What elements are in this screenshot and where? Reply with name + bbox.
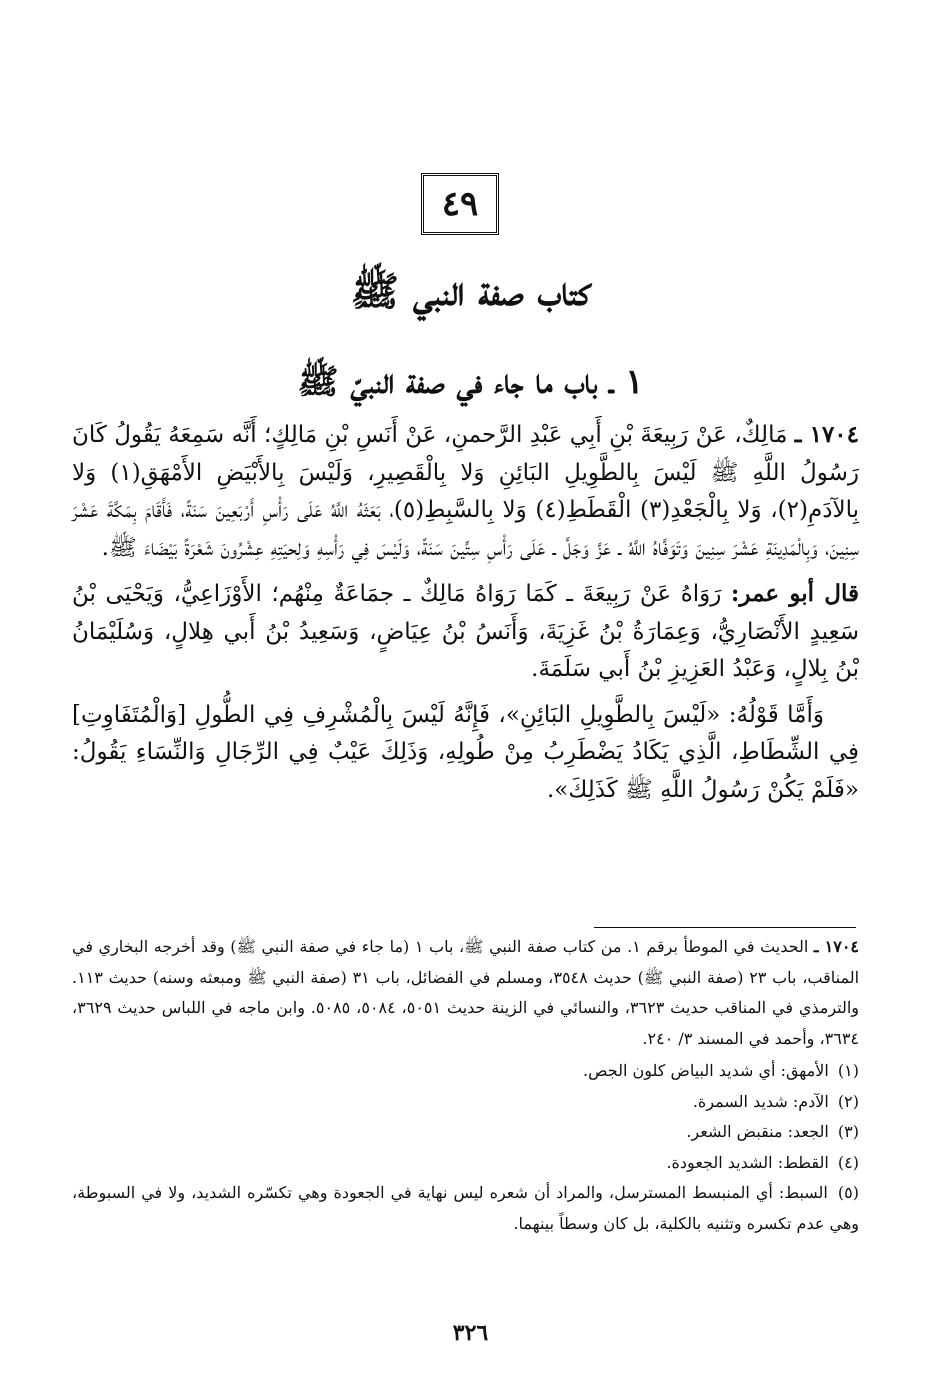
footnote-text: الجعد: منقبض الشعر.	[686, 1122, 829, 1141]
takhrij-number: ١٧٠٤ ـ	[813, 937, 859, 956]
footnote-number: (٥)	[837, 1183, 860, 1202]
book-title: كتاب صفة النبي ﷺ	[350, 268, 591, 315]
main-text	[72, 416, 859, 817]
chapter-number-box	[421, 173, 499, 235]
section-title: ١ ـ باب ما جاء في صفة النبيّ ﷺ	[297, 362, 644, 402]
commentary-paragraph	[72, 575, 859, 689]
commentary-speaker: قال أبو عمر:	[730, 580, 860, 607]
footnote-number: (٤)	[837, 1152, 859, 1172]
footnote-item	[72, 1087, 859, 1118]
footnote-item	[72, 1148, 859, 1179]
footnote-text: الأمهق: أي شديد البياض كلون الجص.	[583, 1061, 829, 1080]
footnote-text: الآدم: شديد السمرة.	[692, 1091, 829, 1111]
footnote-item	[72, 1178, 859, 1239]
footnote-text: القطط: الشديد الجعودة.	[666, 1152, 829, 1172]
hadith-paragraph	[72, 416, 859, 567]
footnote-number: (٣)	[837, 1122, 859, 1141]
page-number: ٣٢٦	[452, 1320, 489, 1346]
footnotes	[72, 932, 859, 1239]
commentary-text: رَوَاهُ عَنْ رَبِيعَةَ ـ كَمَا رَوَاهُ مَالِكٌ ـ جمَاعَةٌ مِنْهُم؛ الأَوْزَاعِيُّ، وَيَحْيَى بْنُ سَعِيدٍ الأَنْصَارِيُّ، وَعِمَارَةُ بْنُ غَزِيَةَ، وَأَنَسُ بْنُ عِيَاضٍ، وَسَعِيدُ بْنُ أَبي هِلالٍ، وَسُلَيْمَانُ بْنُ بِلالٍ، وَعَبْدُ العَزِيزِ بْنُ أَبي سَلَمَةَ.	[72, 581, 859, 682]
footnote-item	[72, 1056, 859, 1087]
hadith-number: ١٧٠٤ ـ	[794, 421, 860, 448]
footnote-separator	[594, 927, 856, 928]
takhrij-text: الحديث في الموطأ برقم ١. من كتاب صفة النبي ﷺ، باب ١ (ما جاء في صفة النبي ﷺ) وقد أخرجه البخاري في المناقب، باب ٢٣ (صفة النبي ﷺ) حديث ٣٥٤٨، ومسلم في الفضائل، باب ٣١ (صفة النبي ﷺ ومبعثه وسنه) حديث ١١٣. والترمذي في المناقب حديث ٣٦٢٣، والنسائي في الزينة حديث ٥٠٥١، ٥٠٨٤، ٥٠٨٥. وابن ماجه في اللباس حديث ٣٦٢٩، ٣٦٣٤، وأحمد في المسند ٣/ ٢٤٠.	[72, 937, 860, 1048]
footnote-item	[72, 1117, 859, 1148]
footnote-number: (٢)	[837, 1091, 859, 1111]
footnote-number: (١)	[837, 1061, 859, 1080]
footnote-text: السبط: أي المنبسط المسترسل، والمراد أن شعره ليس نهاية في الجعودة وهي تكسّره الشديد، ولا في السبوطة، وهي عدم تكسره وتثنيه بالكلية، بل كان وسطاً بينهما.	[72, 1183, 859, 1233]
hadith-text: مَالِكٌ، عَنْ رَبِيعَةَ بْنِ أَبِي عَبْدِ الرَّحمنِ، عَنْ أَنَسِ بْنِ مَالِكٍ؛ أَنَّه سَمِعَهُ يَقُولُ كَانَ رَسُولُ اللَّهِ ﷺ لَيْسَ بِالطَّوِيلِ البَائِنِ وَلا بِالْقَصِيرِ، وَلَيْسَ بِالأَبْيَضِ الأَمْهَقِ(١) وَلا بِالآدَمِ(٢)، وَلا بِالْجَعْدِ(٣) الْقَطَطِ(٤) وَلا بِالسَّبِطِ(٥)، بَعَثَهُ اللَّهُ عَلَى رَأْسِ أَرْبَعِينَ سَنَةً، فَأَقَامَ بِمَكَّةَ عَشْرَ سِنِينَ، وَبِالْمَدِينَةِ عَشْرَ سِنِينَ وَتَوَفَّاهُ اللَّهُ ـ عَزَّ وَجَلَّ ـ عَلَى رَأْسِ سِتِّينَ سَنَةً، وَلَيْسَ فِي رَأْسِهِ وَلِحيَتِهِ عِشْرُونَ شَعْرَةً بَيْضَاءَ ﷺ.	[72, 422, 860, 561]
chapter-number: ٤٩	[441, 184, 479, 224]
takhrij-note	[72, 932, 859, 1054]
commentary-paragraph-2: وَأَمَّا قَوْلُهُ: «لَيْسَ بِالطَّوِيلِ البَائِنِ»، فَإِنَّهُ لَيْسَ بِالْمُشْرِفِ فِي الطُّولِ [وَالْمُتَفَاوِتِ] فِي الشِّطَاطِ، الَّذِي يَكَادُ يَضْطَرِبُ مِنْ طُولِهِ، وَذَلِكَ عَيْبٌ فِي الرِّجَالِ وَالنِّسَاءِ يَقُولُ: «فَلَمْ يَكُنْ رَسُولُ اللَّهِ ﷺ كَذَلِكَ».	[72, 701, 859, 803]
